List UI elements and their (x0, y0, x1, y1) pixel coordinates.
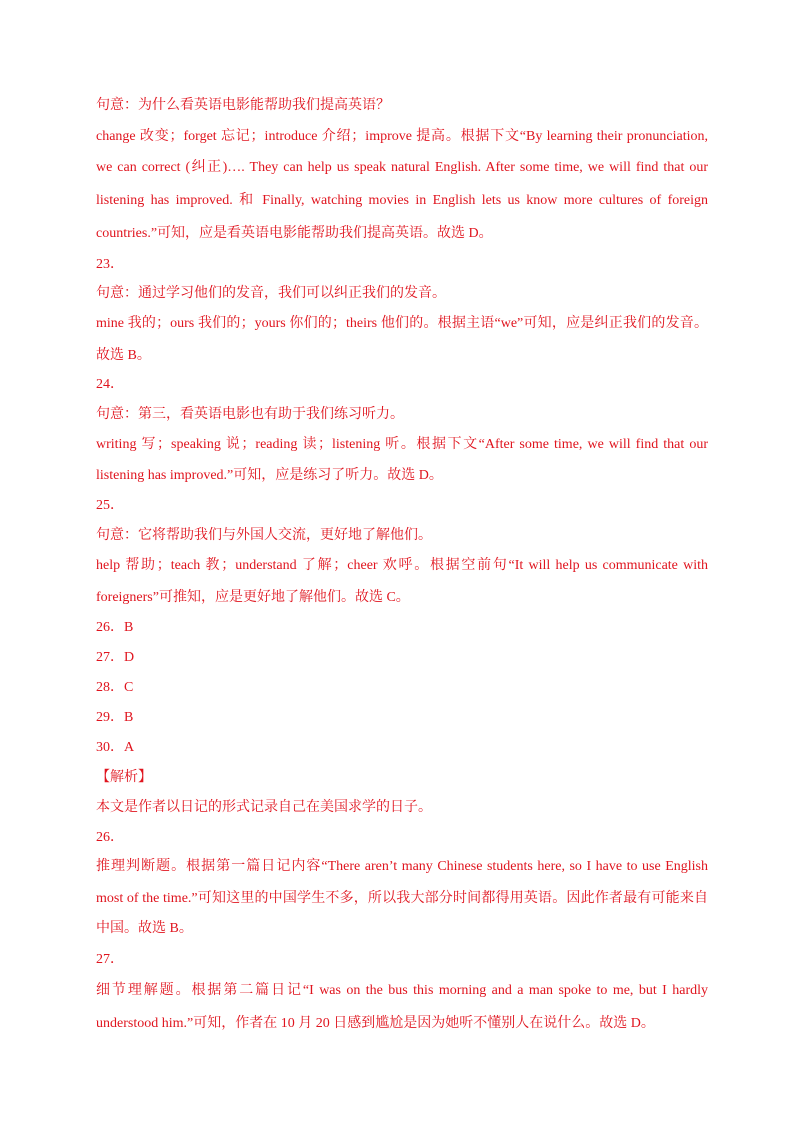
question-number-23: 23． (96, 257, 124, 272)
explanation-25-line-1: help 帮助；teach 教；understand 了解；cheer 欢呼。根据空前句“It will help us communicate with (96, 558, 708, 573)
question-number-27: 27． (96, 952, 124, 967)
explanation-26-line-2: most of the time.”可知这里的中国学生不多，所以我大部分时间都得用英语。因此作者最有可能来自 (96, 891, 708, 906)
explanation-22-line-2: we can correct (纠正)…. They can help us speak natural English. After some time, we will find that our (96, 160, 708, 175)
question-number-24: 24． (96, 377, 124, 392)
answer-29: 29．B (96, 710, 134, 725)
explanation-24-line-1: writing 写；speaking 说；reading 读；listening 听。根据下文“After some time, we will find that our (96, 437, 708, 452)
sentence-meaning-23: 句意：通过学习他们的发音，我们可以纠正我们的发音。 (96, 286, 446, 301)
explanation-23-line-2: 故选 B。 (96, 348, 151, 363)
question-number-26: 26． (96, 830, 124, 845)
explanation-23-line-1: mine 我的；ours 我们的；yours 你们的；theirs 他们的。根据主语“we”可知，应是纠正我们的发音。 (96, 316, 708, 331)
analysis-heading: 【解析】 (96, 770, 152, 785)
explanation-24-line-2: listening has improved.”可知，应是练习了听力。故选 D。 (96, 468, 443, 483)
explanation-22-line-1: change 改变；forget 忘记；introduce 介绍；improve 提高。根据下文“By learning their pronunciation, (96, 129, 708, 144)
explanation-22-line-4: countries.”可知，应是看英语电影能帮助我们提高英语。故选 D。 (96, 226, 493, 241)
answer-30: 30．A (96, 740, 135, 755)
sentence-meaning-25: 句意：它将帮助我们与外国人交流，更好地了解他们。 (96, 528, 432, 543)
answer-28: 28．C (96, 680, 134, 695)
explanation-22-line-3: listening has improved. 和 Finally, watching movies in English lets us know more cultures of foreign (96, 193, 708, 208)
answer-26: 26．B (96, 620, 134, 635)
explanation-26-line-1: 推理判断题。根据第一篇日记内容“There aren’t many Chinese students here, so I have to use English (96, 859, 708, 874)
question-number-25: 25． (96, 498, 124, 513)
answer-27: 27．D (96, 650, 135, 665)
explanation-25-line-2: foreigners”可推知，应是更好地了解他们。故选 C。 (96, 590, 410, 605)
sentence-meaning-22: 句意：为什么看英语电影能帮助我们提高英语？ (96, 98, 390, 113)
explanation-27-line-1: 细节理解题。根据第二篇日记“I was on the bus this morning and a man spoke to me, but I hardly (96, 983, 708, 998)
explanation-26-line-3: 中国。故选 B。 (96, 921, 193, 936)
explanation-27-line-2: understood him.”可知，作者在 10 月 20 日感到尴尬是因为她听不懂别人在说什么。故选 D。 (96, 1016, 655, 1031)
sentence-meaning-24: 句意：第三，看英语电影也有助于我们练习听力。 (96, 407, 404, 422)
passage-summary: 本文是作者以日记的形式记录自己在美国求学的日子。 (96, 800, 432, 815)
